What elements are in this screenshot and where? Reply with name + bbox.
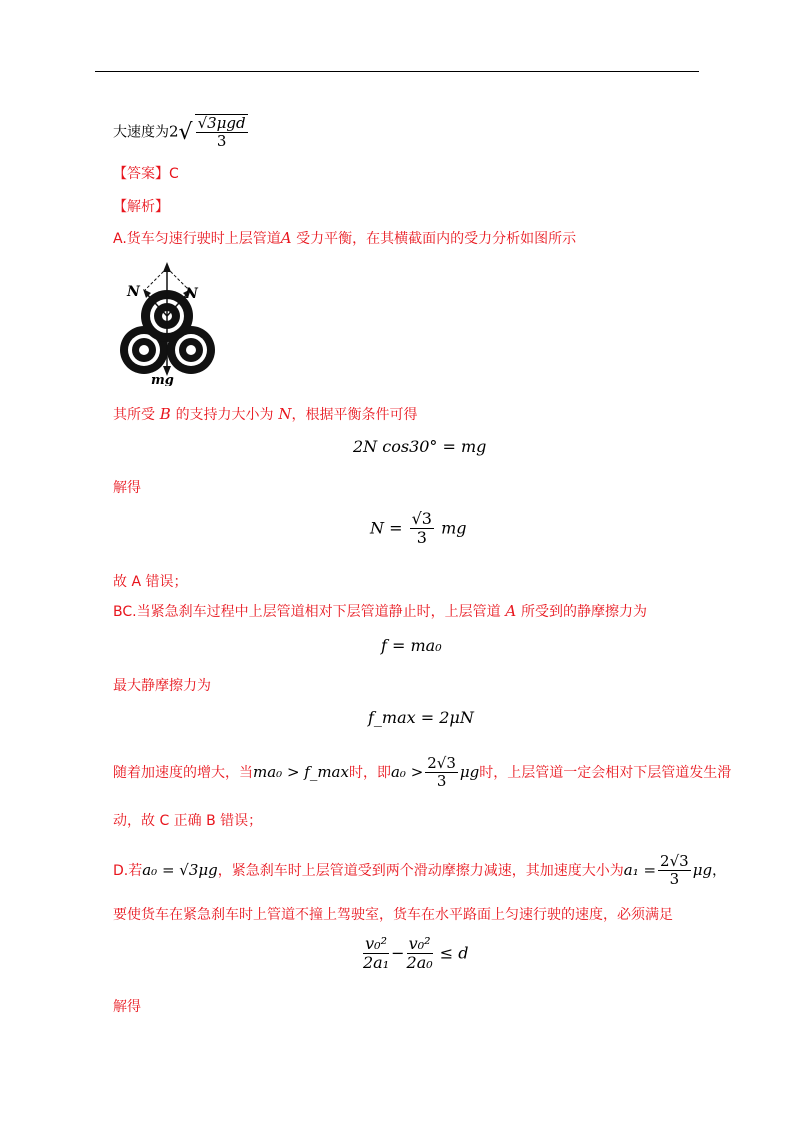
cond-mug: μg [459,762,480,781]
weight-label: mg [151,373,174,386]
partD-a1-num: 2√3 [660,852,689,870]
force-label-left: N [127,284,140,300]
partA-intro [113,228,576,248]
force-diagram [113,260,223,386]
top-den: 3 [216,132,227,151]
top-coef: 2 [169,122,179,141]
partA-support-B: B [155,405,176,423]
partD-a1-left: a₁ = [623,860,657,879]
analysis-label: 【解析】 [113,199,169,215]
answer-label: 【答案】 [113,166,169,182]
eqN-den: 3 [416,528,427,548]
equation-N [370,510,466,548]
top-sqrt-fraction: √ $\frac{\text{√3μgd}}{3}$ [178,114,246,151]
partA-support-3: ，根据平衡条件可得 [291,407,418,423]
stop-d2: 2a₀ [406,953,433,973]
partD-intro [113,853,726,889]
partBC-pipe: A [500,602,521,620]
top-prefix: 大速度为 [113,124,169,141]
cond-ineq: ma₀ > f_max [253,762,349,781]
partD-comma: ， [712,862,727,879]
partA-support-N: N [273,405,292,423]
partD-a0: a₀ = √3μg [142,860,218,879]
cond-den: 3 [436,772,447,791]
equation-max-friction: f_max = 2μN [368,708,474,727]
equation-static-friction: f = ma₀ [381,636,442,655]
force-label-right: N [185,286,198,302]
answer-value: C [169,166,179,182]
partBC-intro-text: BC.当紧急刹车过程中上层管道相对下层管道静止时，上层管道 [113,604,501,620]
partD-solve: 解得 [113,999,141,1015]
cond-text2: 时，即 [348,764,391,781]
eqN-left: N = [370,518,403,538]
partBC-intro-text2: 所受到的静摩擦力为 [520,604,647,620]
partD-line2: 要使货车在紧急刹车时上管道不撞上驾驶室，货车在水平路面上匀速行驶的速度，必须满足 [113,907,673,923]
partA-support-1: 其所受 [113,407,155,423]
cond-text3: 时，上层管道一定会相对下层管道发生滑 [479,764,732,781]
stop-n1: v₀² [365,934,387,953]
partA-solve: 解得 [113,480,141,496]
stop-n2: v₀² [408,934,431,953]
partD-mid: ，紧急刹车时上层管道受到两个滑动摩擦力减速，其加速度大小为 [217,862,624,879]
header-rule [95,71,699,72]
equation-equilibrium: 2N cos30° = mg [353,437,487,456]
partA-support-2: 的支持力大小为 [175,407,274,423]
partBC-intro [113,601,647,621]
top-num: √3μgd [197,114,246,132]
stop-d1: 2a₁ [363,953,390,973]
partA-support [113,404,417,424]
partBC-max-label: 最大静摩擦力为 [113,678,211,694]
stop-minus: − [391,943,405,963]
partA-intro-text: A.货车匀速行驶时上层管道 [113,231,281,247]
partD-a1-den: 3 [669,870,680,889]
partD-intro-text: D.若 [113,862,143,879]
eqN-num: √3 [411,509,432,528]
cond-num: 2√3 [427,754,456,772]
equation-stopping [361,935,469,973]
top-fragment [113,114,250,151]
partA-pipe: A [280,229,292,247]
answer-line [113,163,179,183]
partA-conclusion: 故 A 错误； [113,574,188,590]
partA-intro-text2: 受力平衡，在其横截面内的受力分析如图所示 [291,231,577,247]
stop-le: ≤ d [439,943,469,963]
cond-a0: a₀ > [390,762,424,781]
cond-text1: 随着加速度的增大，当 [113,764,253,781]
partD-a1-right: μg [692,860,713,879]
eqN-right: mg [441,518,467,538]
partBC-conclusion: 动，故 C 正确 B 错误； [113,813,263,829]
partBC-condition [113,755,731,791]
